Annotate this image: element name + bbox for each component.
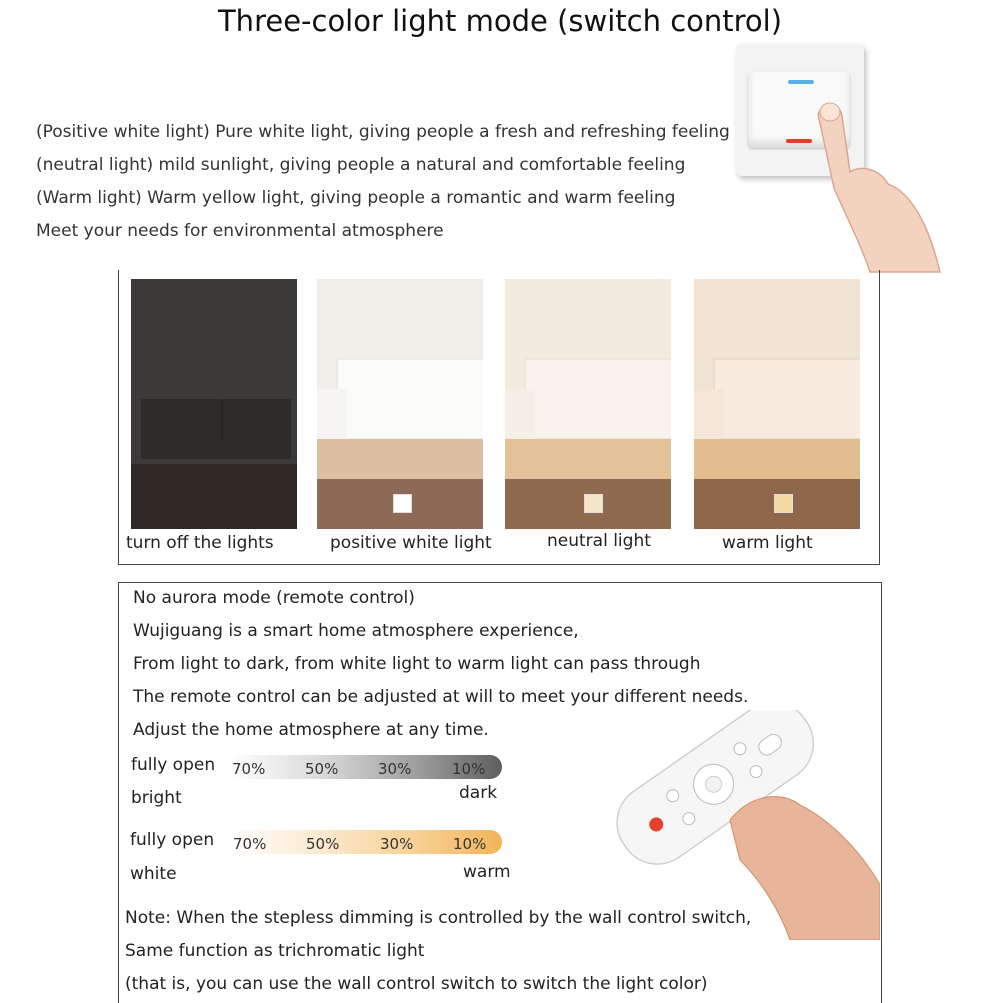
- note-line-3: (that is, you can use the wall control switch to switch the light color): [125, 974, 708, 994]
- color-step-10: 10%: [453, 835, 487, 853]
- mode-label-white: positive white light: [330, 533, 492, 553]
- swatch-warm: [774, 494, 793, 513]
- desc-line-neutral: (neutral light) mild sunlight, giving people a natural and comfortable feeling: [36, 155, 686, 175]
- brightness-step-50: 50%: [305, 760, 339, 778]
- color-left-caption: white: [130, 864, 177, 884]
- desc-line-white: (Positive white light) Pure white light, giving people a fresh and refreshing feeling: [36, 122, 730, 142]
- color-right-caption: warm: [463, 862, 511, 882]
- room-photo-neutral: [505, 279, 671, 529]
- mode-label-off: turn off the lights: [126, 533, 274, 553]
- page-title: Three-color light mode (switch control): [217, 4, 783, 38]
- color-step-50: 50%: [306, 835, 340, 853]
- color-step-70: 70%: [233, 835, 267, 853]
- brightness-step-10: 10%: [452, 760, 486, 778]
- brightness-start-label: fully open: [131, 755, 216, 775]
- mode-label-warm: warm light: [722, 533, 813, 553]
- note-line-2: Same function as trichromatic light: [125, 941, 425, 961]
- remote-line-4: The remote control can be adjusted at will to meet your different needs.: [133, 687, 749, 707]
- color-step-30: 30%: [380, 835, 414, 853]
- swatch-neutral: [584, 494, 603, 513]
- room-photo-white: [317, 279, 483, 529]
- brightness-step-30: 30%: [378, 760, 412, 778]
- remote-in-hand-icon: [580, 710, 880, 940]
- remote-line-1: No aurora mode (remote control): [133, 588, 415, 608]
- room-photo-warm: [694, 279, 860, 529]
- remote-line-3: From light to dark, from white light to warm light can pass through: [133, 654, 701, 674]
- desc-line-needs: Meet your needs for environmental atmosphere: [36, 221, 444, 241]
- remote-line-2: Wujiguang is a smart home atmosphere experience,: [133, 621, 579, 641]
- brightness-step-70: 70%: [232, 760, 266, 778]
- note-line-1: Note: When the stepless dimming is controlled by the wall control switch,: [125, 908, 752, 928]
- brightness-left-caption: bright: [131, 788, 182, 808]
- desc-line-warm: (Warm light) Warm yellow light, giving people a romantic and warm feeling: [36, 188, 676, 208]
- pointing-hand-icon: [800, 92, 950, 274]
- color-start-label: fully open: [130, 830, 215, 850]
- swatch-white: [393, 494, 412, 513]
- brightness-right-caption: dark: [459, 783, 498, 803]
- remote-line-5: Adjust the home atmosphere at any time.: [133, 720, 489, 740]
- switch-led-blue: [788, 80, 814, 84]
- room-photo-off: [131, 279, 297, 529]
- mode-label-neutral: neutral light: [547, 531, 651, 551]
